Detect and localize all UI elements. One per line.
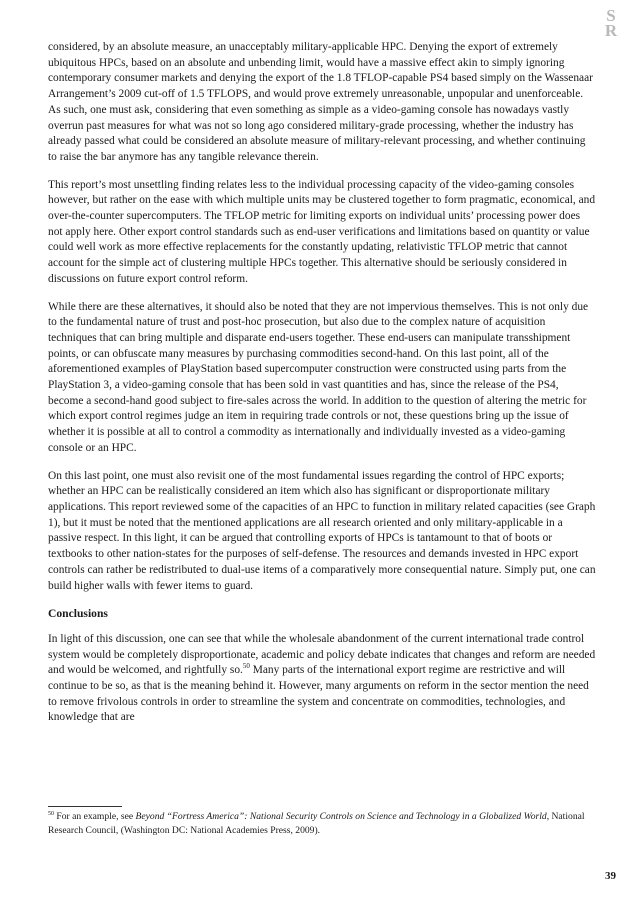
paragraph: considered, by an absolute measure, an unacceptably military-applicable HPC. Denying the export of extremely ubiquitous HPCs, based on an absolute and unbending limit, would have a massive effect akin to simply ignoring contemporary consumer markets and denying the export of the 1.8 TFLOP-capable PS4 based simply on the Wassenaar Arrangement’s 2009 cut-off of 1.5 TFLOPS, and would prove extremely unreasonable, unpopular and unenforceable. As such, one must ask, considering that even something as simple as a video-gaming console has nowadays vastly overrun past measures for what was not so long ago considered military-grade processing, whether the industry has already passed what could be considered an absolute measure of military-relevant processing, and whether continuing to raise the bar anymore has any tangible relevance therein.	[48, 41, 593, 163]
footnote-reference[interactable]: 50	[242, 662, 250, 671]
logo-letter-top: S	[606, 6, 616, 25]
section-heading-conclusions: Conclusions	[48, 607, 108, 621]
page-number: 39	[605, 870, 616, 882]
publisher-logo	[602, 8, 620, 48]
footnote-divider	[48, 806, 122, 807]
footnote-publisher: , National Research Council, (Washington DC: National Academies Press, 2009).	[48, 811, 585, 836]
logo-letter-bottom: R	[604, 21, 618, 40]
footnote-number: 50	[48, 810, 54, 817]
paragraph: While there are these alternatives, it should also be noted that they are not impervious themselves. This is not only due to the fundamental nature of trust and post-hoc prosecution, but also due to the complex nature of acquisition techniques that can bring multiple and disparate end-users together. These end-users can manipulate transshipment points, or can obfuscate many measures by purchasing commodities second-hand. On this last point, all of the aforementioned examples of PlayStation based supercomputer construction were constructed using parts from the PlayStation 3, a video-gaming console that has been sold in vast quantities and has, since the release of the PS4, become a second-hand good subject to fire-sales across the world. In addition to the question of altering the metric for which export control regimes judge an item in requiring trade controls or not, these questions bring up the issue of whether it is possible at all to control a commodity as internationally and individually invested as a video-gaming console or an HPC.	[48, 300, 589, 454]
footnote-title: Beyond “Fortress America”: National Security Controls on Science and Technology in a Globalized World	[135, 811, 547, 822]
conclusions-paragraph	[48, 632, 596, 726]
body-text	[48, 40, 596, 738]
paragraph: This report’s most unsettling finding relates less to the individual processing capacity of the video-gaming consoles however, but rather on the ease with which multiple units may be clustered together to form pragmatic, economical, and over-the-counter supercomputers. The TFLOP metric for limiting exports on individual units’ processing power does not apply here. Other export control standards such as end-user verifications and limitations based on quantity or value could well work as more effective replacements for the constantly updating, relativistic TFLOP metric that cannot account for the simple act of clustering multiple HPCs together. This alternative should be seriously considered in discussions on future export control reform.	[48, 178, 596, 285]
footnote	[48, 810, 596, 838]
paragraph: On this last point, one must also revisit one of the most fundamental issues regarding the control of HPC exports; whether an HPC can be realistically considered an item which also has significant or disproportionate military applications. This report reviewed some of the capacities of an HPC to function in military related capacities (see Graph 1), but it must be noted that the mentioned applications are all research oriented and only military-applicable in a passive respect. In this light, it can be argued that controlling exports of HPCs is tantamount to that of boots or textbooks to other nation-states for the purposes of self-defense. The resources and demands invested in HPC export controls can rather be redistributed to dual-use items of a comparatively more consequential nature. Simply put, one can build higher walls with fewer items to guard.	[48, 469, 596, 592]
conclusions-text-end: Many parts of the international export regime are restrictive and will continue to be so, as that is the meaning behind it. However, many arguments on reform in the sector mention the need to remove frivolous controls in order to streamline the system and concentrate on commodities, technologies, and knowledge that are	[48, 664, 589, 724]
conclusions-text-start: In light of this discussion, one can see that while the wholesale abandonment of the current international trade control system would be completely disproportionate, academic and policy debate indicates that changes and reform are needed and would be welcomed, and rightfully so.	[48, 632, 596, 677]
footnote-lead: For an example, see	[54, 811, 136, 822]
